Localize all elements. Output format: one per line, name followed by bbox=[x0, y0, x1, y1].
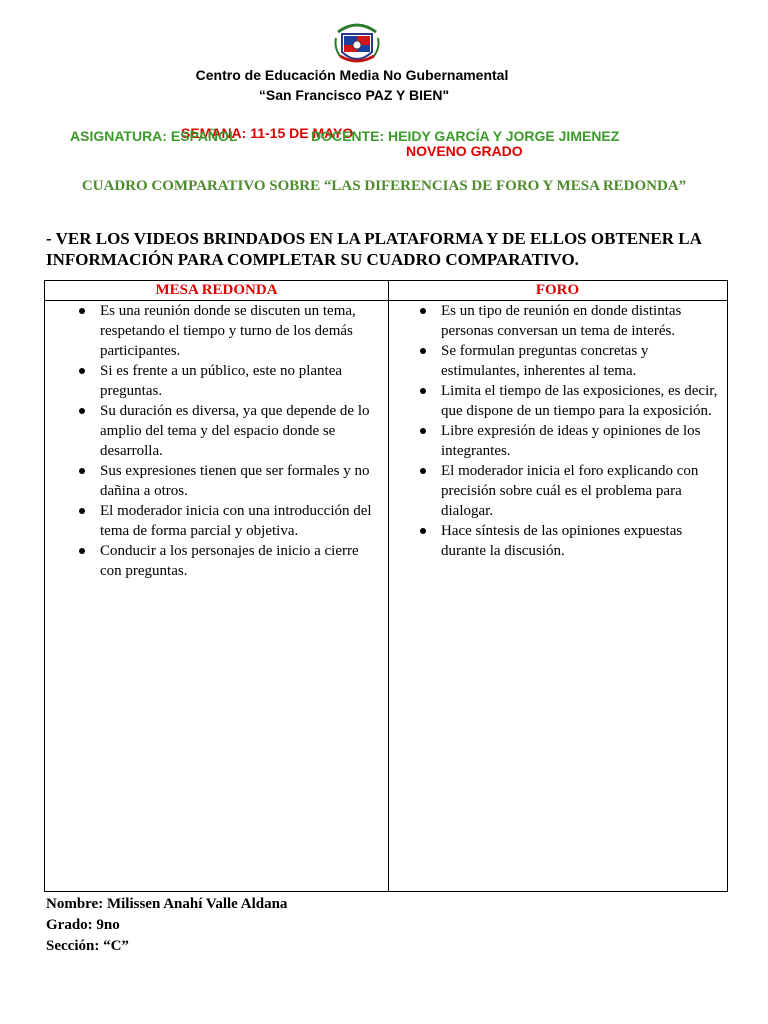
list-item: Conducir a los personajes de inicio a cierre con preguntas. bbox=[45, 541, 388, 581]
bullet-icon bbox=[79, 468, 85, 474]
list-item: Libre expresión de ideas y opiniones de los integrantes. bbox=[388, 421, 727, 461]
grade-label: NOVENO GRADO bbox=[406, 143, 523, 159]
teachers-label: DOCENTE: HEIDY GARCÍA Y JORGE JIMENEZ bbox=[311, 128, 620, 144]
comparison-table bbox=[44, 280, 728, 892]
student-section: Sección: “C” bbox=[46, 938, 129, 954]
list-item: Hace síntesis de las opiniones expuestas durante la discusión. bbox=[388, 521, 727, 561]
list-item: Si es frente a un público, este no plantea preguntas. bbox=[45, 361, 388, 401]
foro-list bbox=[388, 301, 727, 561]
list-item: Su duración es diversa, ya que depende de lo amplio del tema y del espacio donde se desarrolla. bbox=[45, 401, 388, 461]
foro-column bbox=[388, 281, 727, 891]
column-header: MESA REDONDA bbox=[45, 281, 388, 301]
bullet-icon bbox=[79, 308, 85, 314]
list-item: Limita el tiempo de las exposiciones, es decir, que dispone de un tiempo para la exposición. bbox=[388, 381, 727, 421]
student-grade: Grado: 9no bbox=[46, 917, 120, 933]
school-name: “San Francisco PAZ Y BIEN" bbox=[258, 87, 450, 103]
list-item: Es un tipo de reunión en donde distintas personas conversan un tema de interés. bbox=[388, 301, 727, 341]
school-crest-icon bbox=[330, 18, 384, 68]
document-title: CUADRO COMPARATIVO SOBRE “LAS DIFERENCIAS DE FORO Y MESA REDONDA” bbox=[81, 178, 687, 194]
instruction-text: - VER LOS VIDEOS BRINDADOS EN LA PLATAFORMA Y DE ELLOS OBTENER LA INFORMACIÓN PARA COMPLETAR SU CUADRO COMPARATIVO. bbox=[46, 229, 701, 269]
student-name: Nombre: Milissen Anahí Valle Aldana bbox=[46, 896, 288, 912]
bullet-icon bbox=[79, 508, 85, 514]
bullet-icon bbox=[420, 348, 426, 354]
bullet-icon bbox=[79, 368, 85, 374]
bullet-icon bbox=[420, 468, 426, 474]
list-item: El moderador inicia el foro explicando con precisión sobre cuál es el problema para dialogar. bbox=[388, 461, 727, 521]
list-item: El moderador inicia con una introducción del tema de forma parcial y objetiva. bbox=[45, 501, 388, 541]
bullet-icon bbox=[420, 308, 426, 314]
list-item: Sus expresiones tienen que ser formales y no dañina a otros. bbox=[45, 461, 388, 501]
list-item: Se formulan preguntas concretas y estimulantes, inherentes al tema. bbox=[388, 341, 727, 381]
bullet-icon bbox=[420, 388, 426, 394]
bullet-icon bbox=[420, 428, 426, 434]
mesa-redonda-column bbox=[45, 281, 389, 891]
institution-name: Centro de Educación Media No Gubernamental bbox=[195, 67, 509, 83]
week-label: SEMANA: 11-15 DE MAYO bbox=[181, 125, 354, 141]
list-item: Es una reunión donde se discuten un tema, respetando el tiempo y turno de los demás participantes. bbox=[45, 301, 388, 361]
bullet-icon bbox=[79, 408, 85, 414]
subject-label: ASIGNATURA: ESPAÑOL bbox=[70, 128, 238, 144]
bullet-icon bbox=[79, 548, 85, 554]
column-header: FORO bbox=[388, 281, 727, 301]
bullet-icon bbox=[420, 528, 426, 534]
mesa-redonda-list bbox=[45, 301, 388, 581]
